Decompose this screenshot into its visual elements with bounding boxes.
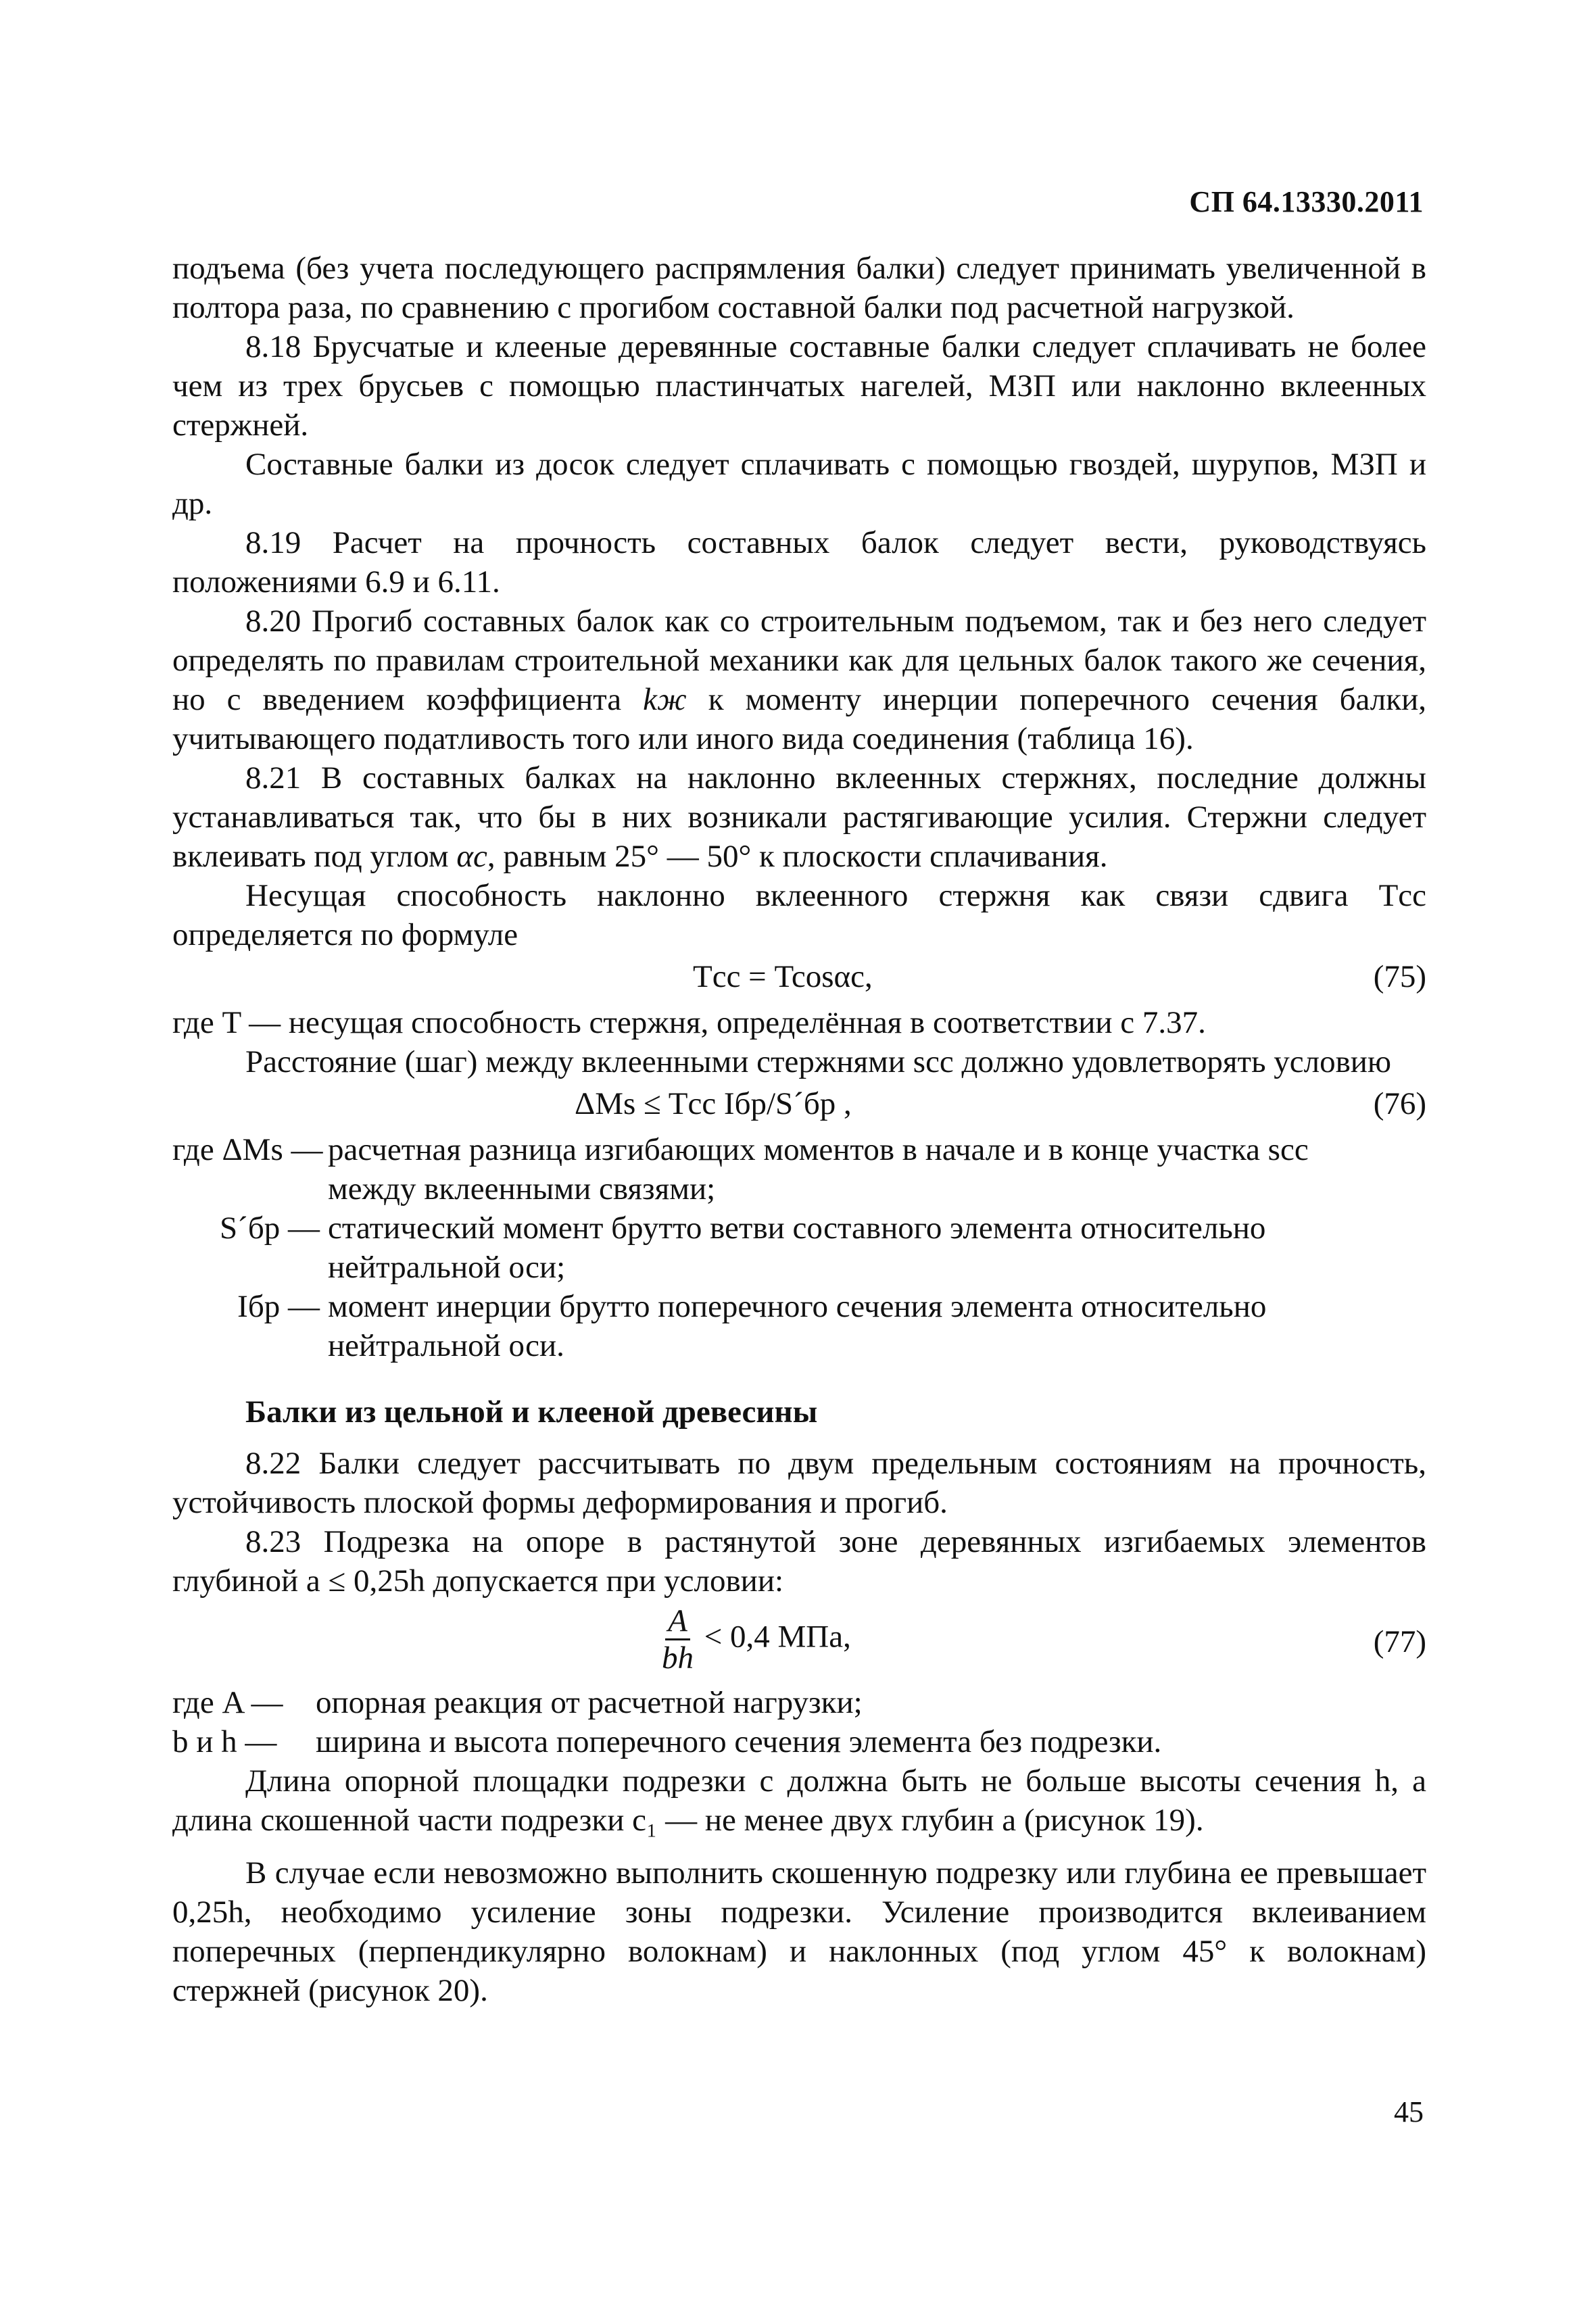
paragraph-8-21-part2: , равным 25° — 50° к плоскости сплачивания. [487, 839, 1108, 874]
paragraph-where-t: где T — несущая способность стержня, определённая в соответствии с 7.37. [172, 1005, 1206, 1040]
where-term: S´бр — [220, 1211, 320, 1246]
formula-75 [172, 957, 1426, 999]
paragraph-spacing: Расстояние (шаг) между вклеенными стержнями sсс должно удовлетворять условию [245, 1044, 1392, 1079]
where-description: расчетная разница изгибающих моментов в начале и в конце участка sсс между вклеенными связями; [328, 1132, 1309, 1207]
where-description: ширина и высота поперечного сечения элемента без подрезки. [316, 1724, 1162, 1759]
paragraph-8-20-part2: к моменту инерции поперечного сечения балки, учитывающего податливость того или иного вида соединения (таблица 16). [172, 682, 1426, 756]
paragraph-support-length: Длина опорной площадки подрезки c должна быть не больше высоты сечения h, а длина скошенной части подрезки c₁ — не менее двух глубин a (рисунок 19). [172, 1763, 1426, 1838]
formula-77 [172, 1603, 1426, 1679]
fraction-numerator: A [665, 1603, 690, 1640]
where-item-inertia [172, 1287, 1426, 1365]
where-term: где A — [172, 1685, 283, 1720]
fraction-denominator: bh [662, 1640, 694, 1676]
where-item-reaction [172, 1683, 1426, 1722]
paragraph-boards: Составные балки из досок следует сплачивать с помощью гвоздей, шурупов, МЗП и др. [172, 447, 1426, 521]
paragraph-8-21-part1: 8.21 В составных балках на наклонно вклеенных стержнях, последние должны устанавливаться так, что бы в них возникали растягивающие усилия. Стержни следует вклеивать под углом [172, 760, 1426, 874]
formula-77-expression [659, 1603, 851, 1676]
where-term: где ΔMs — [172, 1132, 323, 1167]
where-item-b-h [172, 1722, 1426, 1761]
paragraph-bearing-capacity: Несущая способность наклонно вклеенного стержня как связи сдвига Tсс определяется по формуле [172, 878, 1426, 952]
where-description: статический момент брутто ветви составного элемента относительно нейтральной оси; [328, 1211, 1266, 1285]
page-number: 45 [1394, 2095, 1424, 2128]
document-code-header: СП 64.13330.2011 [1189, 185, 1424, 218]
paragraph-continuation: подъема (без учета последующего распрямления балки) следует принимать увеличенной в полтора раза, по сравнению с прогибом составной балки под расчетной нагрузкой. [172, 251, 1426, 325]
formula-77-number: (77) [1373, 1624, 1426, 1659]
angle-alpha-symbol: αc [456, 839, 487, 874]
paragraph-8-18: 8.18 Брусчатые и клееные деревянные составные балки следует сплачивать не более чем из трех брусьев с помощью пластинчатых нагелей, МЗП или наклонно вклеенных стержней. [172, 329, 1426, 443]
page-content [172, 249, 1426, 2010]
where-description: момент инерции брутто поперечного сечения элемента относительно нейтральной оси. [328, 1289, 1267, 1363]
where-term: Iбр — [237, 1289, 320, 1324]
formula-76 [172, 1084, 1426, 1126]
where-item-static-moment [172, 1209, 1426, 1287]
where-description: опорная реакция от расчетной нагрузки; [316, 1685, 863, 1720]
paragraph-8-23: 8.23 Подрезка на опоре в растянутой зоне деревянных изгибаемых элементов глубиной a ≤ 0,25h допускается при условии: [172, 1524, 1426, 1599]
paragraph-8-20 [172, 602, 1426, 758]
formula-75-expression: Tсс = Tcosαc, [693, 959, 873, 994]
formula-76-expression: ΔMs ≤ Tсс Iбр/S´бр , [575, 1086, 852, 1121]
where-item-delta-m [172, 1130, 1426, 1209]
formula-77-fraction [659, 1603, 696, 1676]
formula-77-inequality: < 0,4 МПа, [704, 1619, 851, 1655]
paragraph-8-22: 8.22 Балки следует рассчитывать по двум предельным состояниям на прочность, устойчивость плоской формы деформирования и прогиб. [172, 1446, 1426, 1520]
formula-76-number: (76) [1373, 1086, 1426, 1121]
coefficient-k-symbol: kж [643, 682, 687, 717]
paragraph-8-19: 8.19 Расчет на прочность составных балок следует вести, руководствуясь положениями 6.9 и 6.11. [172, 525, 1426, 600]
paragraph-8-20-part1: 8.20 Прогиб составных балок как со строительным подъемом, так и без него следует определять по правилам строительной механики как для цельных балок такого же сечения, но с введением коэффициента [172, 604, 1426, 717]
section-heading: Балки из цельной и клееной древесины [245, 1394, 818, 1430]
paragraph-reinforcement: В случае если невозможно выполнить скошенную подрезку или глубина ее превышает 0,25h, необходимо усиление зоны подрезки. Усиление производится вклеиванием поперечных (перпендикулярно волокнам) и наклонных (под углом 45° к волокнам) стержней (рисунок 20). [172, 1855, 1426, 2008]
where-term: b и h — [172, 1724, 277, 1759]
paragraph-8-21 [172, 758, 1426, 876]
formula-75-number: (75) [1373, 959, 1426, 994]
